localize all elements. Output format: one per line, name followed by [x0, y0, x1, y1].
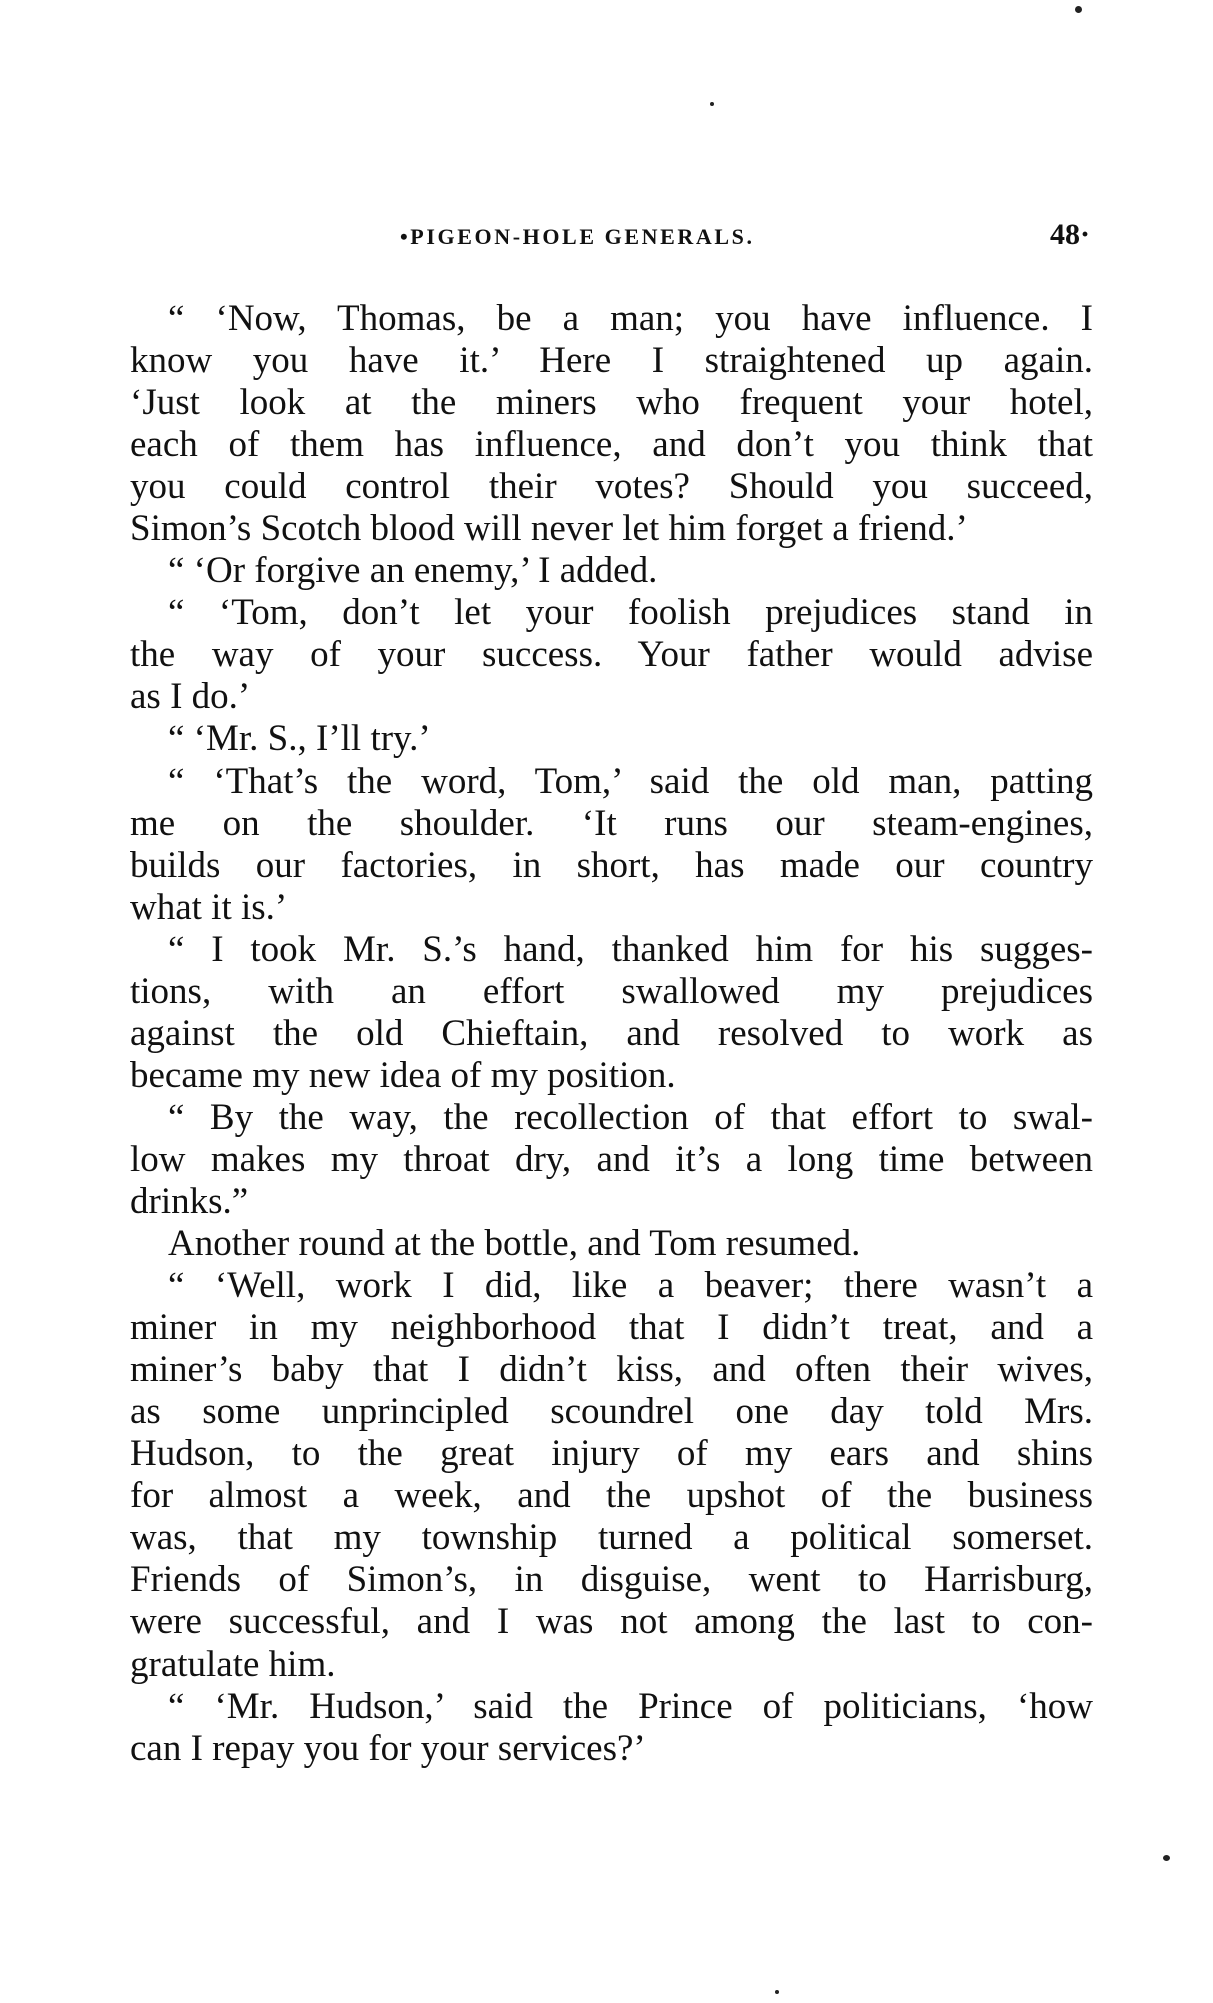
body-text — [130, 298, 1093, 1770]
text-line: became my new idea of my position. — [130, 1054, 676, 1096]
text-line: “ ‘Now, Thomas, be a man; you have influence. I — [168, 298, 1093, 339]
text-line: was, that my township turned a political somerset. — [130, 1517, 1093, 1559]
text-line: for almost a week, and the upshot of the business — [130, 1475, 1093, 1517]
ink-speck — [1075, 6, 1082, 13]
page-number: 48· — [1049, 218, 1090, 251]
text-line: me on the shoulder. ‘It runs our steam-engines, — [130, 802, 1093, 844]
text-line: tions, with an effort swallowed my prejudices — [130, 970, 1093, 1012]
text-line: Hudson, to the great injury of my ears and shins — [130, 1433, 1093, 1475]
text-line: can I repay you for your services?’ — [130, 1727, 646, 1769]
text-line: Friends of Simon’s, in disguise, went to Harrisburg, — [130, 1559, 1093, 1601]
running-head — [130, 218, 1090, 258]
text-line: Another round at the bottle, and Tom resumed. — [168, 1223, 861, 1265]
text-line: you could control their votes? Should you succeed, — [130, 466, 1093, 508]
text-line: as I do.’ — [130, 676, 251, 718]
text-line: “ ‘Mr. S., I’ll try.’ — [168, 718, 431, 760]
text-line: the way of your success. Your father would advise — [130, 634, 1093, 676]
text-line: were successful, and I was not among the last to con- — [130, 1601, 1093, 1643]
text-line: drinks.” — [130, 1180, 249, 1222]
text-line: “ By the way, the recollection of that effort to swal- — [168, 1096, 1093, 1138]
ink-speck — [775, 1990, 779, 1994]
text-line: “ ‘Or forgive an enemy,’ I added. — [168, 550, 658, 592]
text-line: builds our factories, in short, has made our country — [130, 844, 1093, 886]
text-line: as some unprincipled scoundrel one day told Mrs. — [130, 1391, 1093, 1433]
text-line: “ I took Mr. S.’s hand, thanked him for his sugges- — [168, 928, 1093, 970]
text-line: miner’s baby that I didn’t kiss, and often their wives, — [130, 1349, 1093, 1391]
text-line: “ ‘That’s the word, Tom,’ said the old man, patting — [168, 760, 1093, 802]
text-line: “ ‘Mr. Hudson,’ said the Prince of politicians, ‘how — [168, 1685, 1093, 1727]
text-line: Simon’s Scotch blood will never let him forget a friend.’ — [130, 508, 968, 550]
text-line: “ ‘Well, work I did, like a beaver; there wasn’t a — [168, 1265, 1093, 1307]
ink-speck — [710, 102, 714, 106]
text-line: gratulate him. — [130, 1643, 336, 1685]
text-line: what it is.’ — [130, 886, 288, 928]
running-title: •PIGEON-HOLE GENERALS. — [400, 224, 755, 249]
text-line: ‘Just look at the miners who frequent your hotel, — [130, 382, 1093, 424]
text-line: low makes my throat dry, and it’s a long time between — [130, 1138, 1093, 1180]
text-line: each of them has influence, and don’t you think that — [130, 424, 1093, 466]
text-line: miner in my neighborhood that I didn’t treat, and a — [130, 1307, 1093, 1349]
ink-speck — [1163, 1855, 1170, 1861]
text-line: know you have it.’ Here I straightened up again. — [130, 340, 1093, 382]
text-line: against the old Chieftain, and resolved to work as — [130, 1012, 1093, 1054]
text-line: “ ‘Tom, don’t let your foolish prejudices stand in — [168, 592, 1093, 634]
